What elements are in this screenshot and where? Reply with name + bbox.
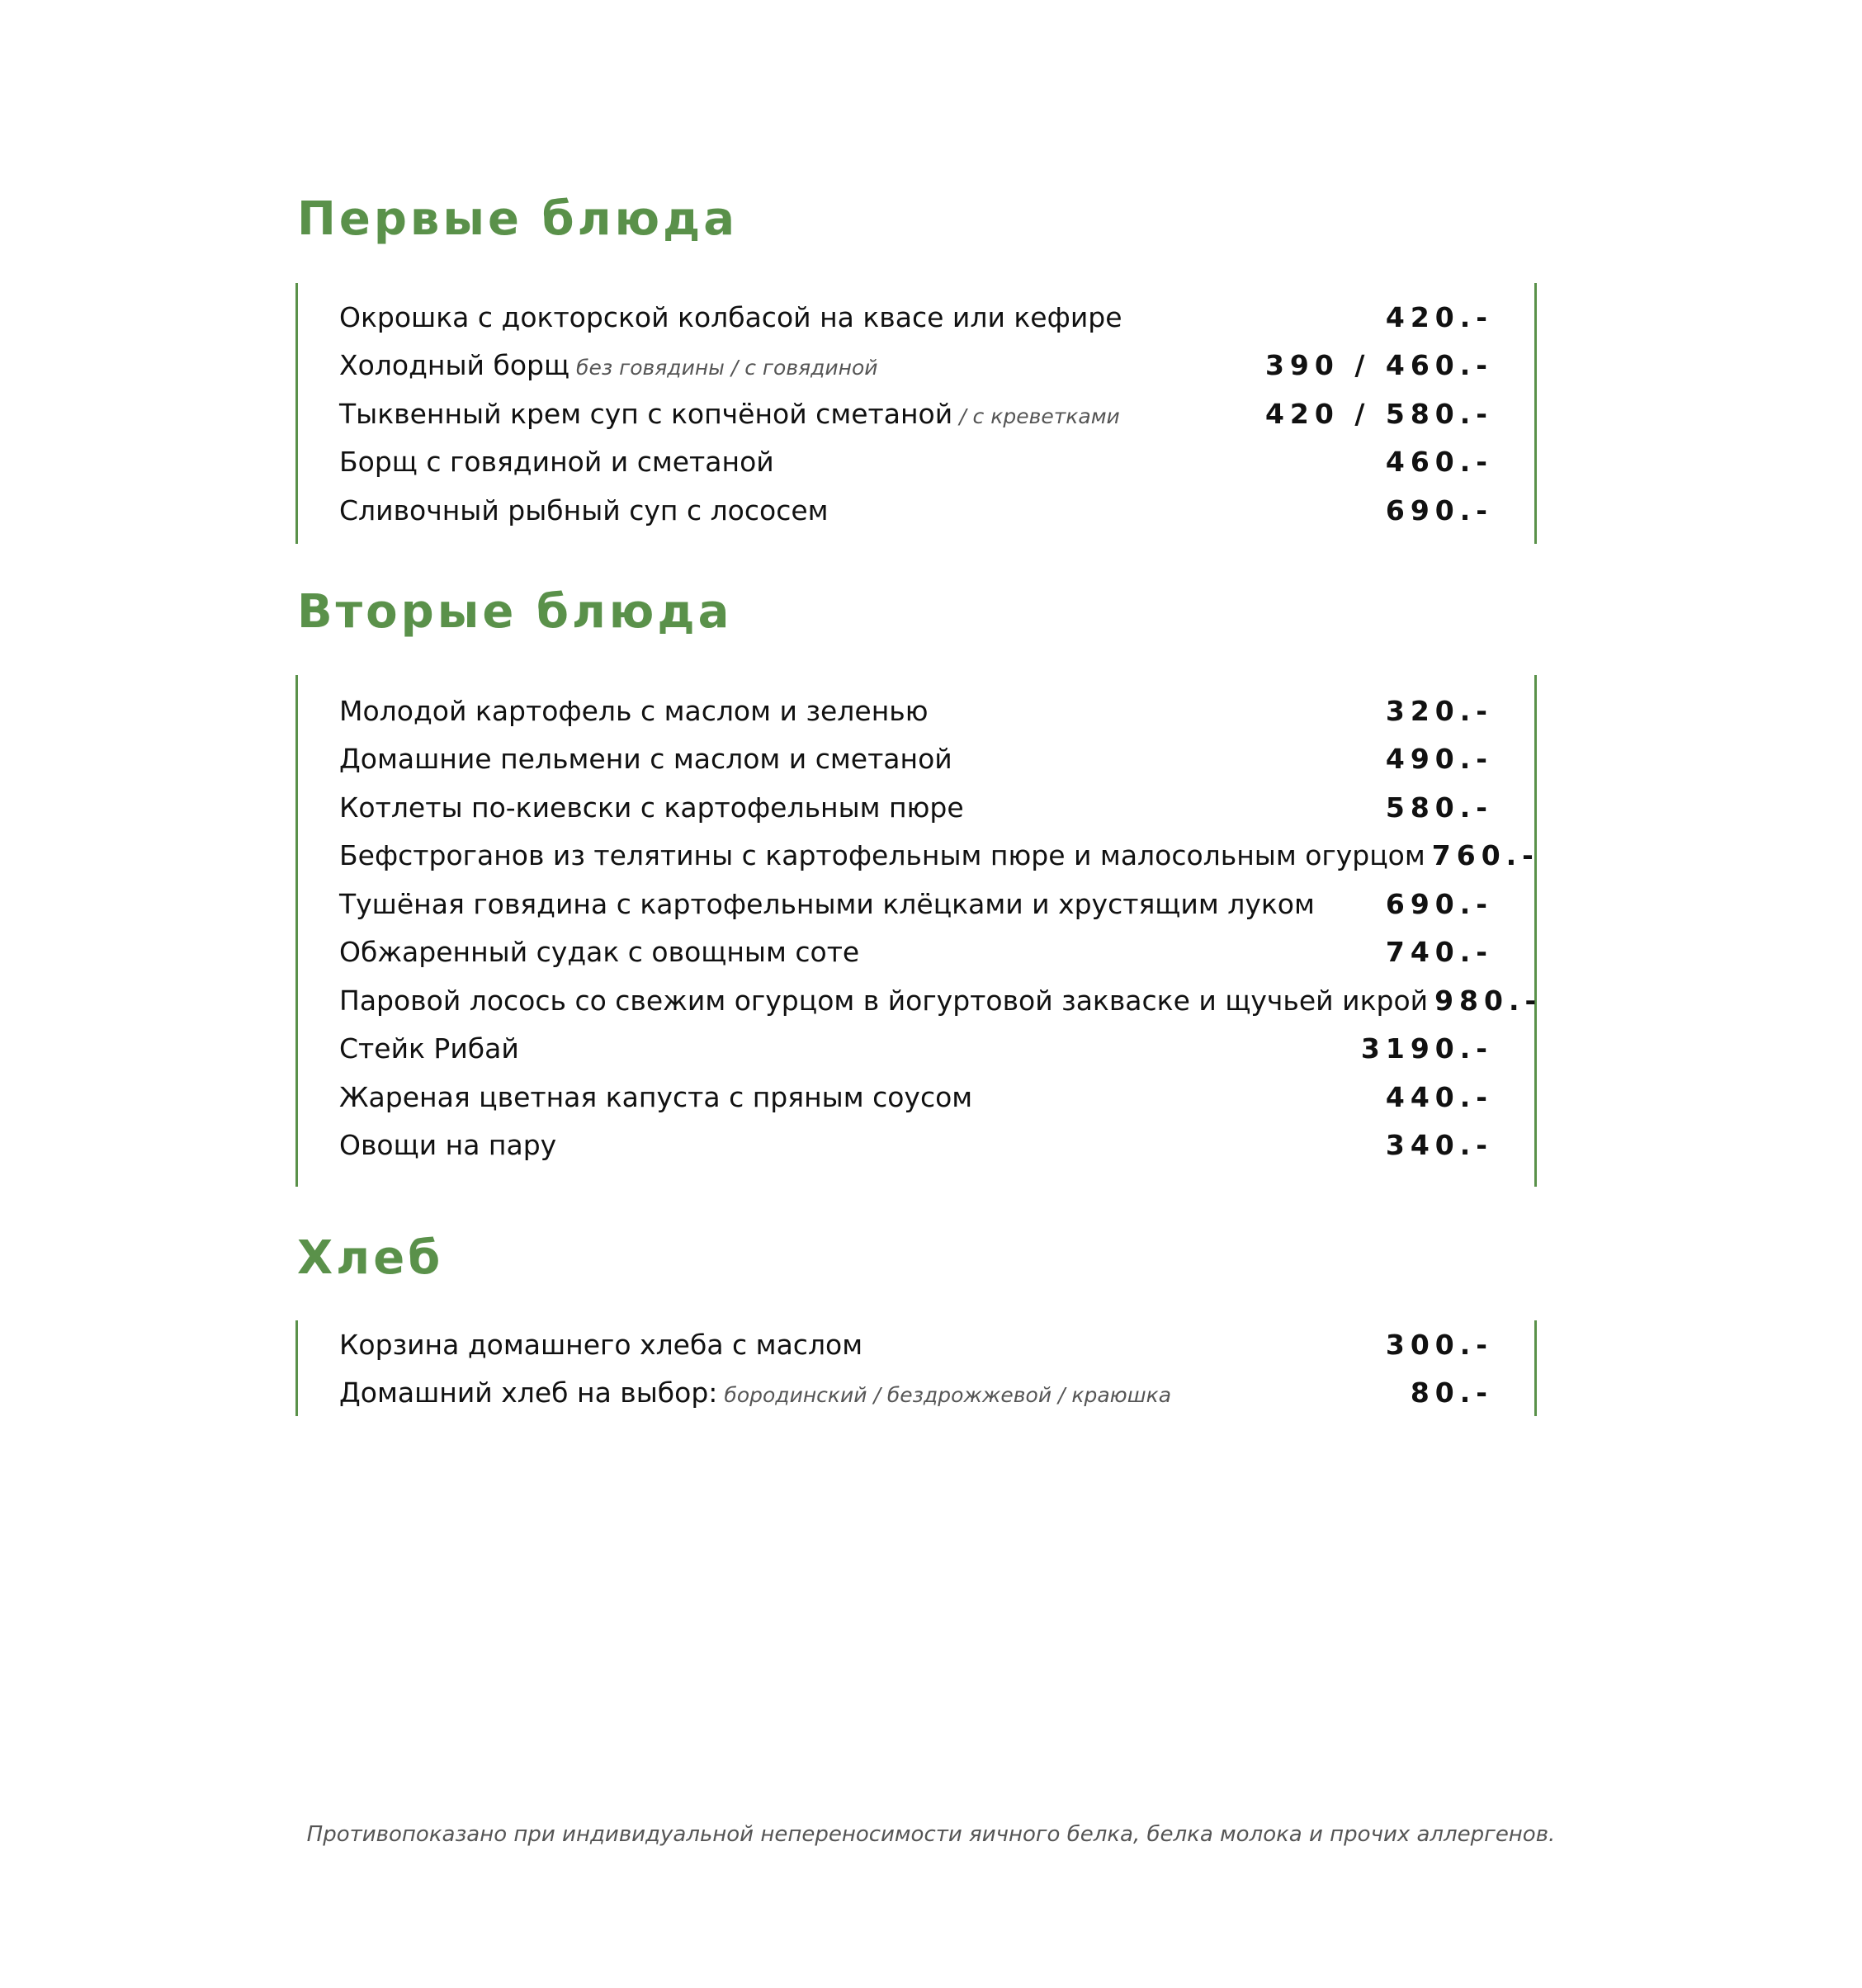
section-bread — [295, 1320, 1537, 1416]
item-price: 340.- — [1385, 1129, 1493, 1162]
item-name: Овощи на пару — [339, 1129, 557, 1162]
item-name: Жареная цветная капуста с пряным соусом — [339, 1080, 973, 1113]
item-price: 320.- — [1385, 694, 1493, 727]
section-first-courses — [295, 283, 1537, 544]
item-price: 980.- — [1434, 984, 1543, 1017]
menu-item — [339, 1320, 1493, 1369]
item-price: 300.- — [1385, 1328, 1493, 1361]
menu-item — [339, 1369, 1493, 1418]
menu-list-first-courses — [339, 293, 1493, 535]
section-main-courses — [295, 675, 1543, 1187]
item-price: 3190.- — [1360, 1032, 1493, 1065]
item-name: Окрошка с докторской колбасой на квасе или кефире — [339, 300, 1122, 333]
item-name: Молодой картофель с маслом и зеленью — [339, 694, 929, 727]
menu-list-main-courses — [339, 687, 1543, 1169]
section-title-main-courses: Вторые блюда — [297, 585, 733, 639]
menu-item — [339, 687, 1493, 735]
item-price: 490.- — [1385, 743, 1493, 776]
item-name: Домашние пельмени с маслом и сметаной — [339, 743, 952, 776]
menu-item — [339, 832, 1539, 881]
section-title-bread: Хлеб — [297, 1231, 444, 1285]
menu-item — [339, 1121, 1493, 1170]
menu-item — [339, 1025, 1493, 1074]
item-note: без говядины / с говядиной — [576, 356, 878, 380]
item-price: 390 / 460.- — [1264, 349, 1493, 382]
item-note: бородинский / бездрожжевой / краюшка — [724, 1383, 1172, 1408]
menu-item — [339, 293, 1493, 342]
item-name: Сливочный рыбный суп с лососем — [339, 493, 829, 527]
item-name: Стейк Рибай — [339, 1032, 519, 1065]
item-name: Тыквенный крем суп с копчёной сметаной — [339, 397, 953, 430]
item-price: 440.- — [1385, 1080, 1493, 1113]
menu-item — [339, 390, 1493, 438]
item-name: Корзина домашнего хлеба с маслом — [339, 1328, 863, 1361]
item-price: 460.- — [1385, 446, 1493, 479]
item-price: 740.- — [1385, 936, 1493, 969]
item-price: 760.- — [1431, 839, 1539, 872]
item-name: Домашний хлеб на выбор: — [339, 1376, 718, 1410]
menu-item — [339, 783, 1493, 832]
item-price: 420.- — [1385, 300, 1493, 333]
item-name: Обжаренный судак с овощным соте — [339, 936, 860, 969]
item-price: 690.- — [1385, 493, 1493, 527]
item-name: Паровой лосось со свежим огурцом в йогуртовой закваске и щучьей икрой — [339, 984, 1429, 1017]
menu-list-bread — [339, 1320, 1493, 1417]
menu-item — [339, 1073, 1493, 1121]
menu-item — [339, 880, 1493, 928]
menu-item — [339, 928, 1493, 977]
item-note: / с креветками — [959, 404, 1120, 428]
item-price: 580.- — [1385, 791, 1493, 824]
item-name: Тушёная говядина с картофельными клёцками и хрустящим луком — [339, 887, 1315, 920]
menu-item — [339, 976, 1543, 1025]
section-title-first-courses: Первые блюда — [297, 192, 739, 246]
menu-item — [339, 438, 1493, 487]
item-price: 690.- — [1385, 887, 1493, 920]
menu-item — [339, 342, 1493, 390]
item-name: Котлеты по-киевски с картофельным пюре — [339, 791, 964, 824]
menu-item — [339, 735, 1493, 784]
item-price: 420 / 580.- — [1264, 397, 1493, 430]
item-name: Холодный борщ — [339, 349, 570, 382]
allergen-footnote: Противопоказано при индивидуальной непереносимости яичного белка, белка молока и прочих аллергенов. — [306, 1822, 1556, 1847]
item-price: 80.- — [1410, 1376, 1493, 1410]
menu-item — [339, 486, 1493, 535]
item-name: Борщ с говядиной и сметаной — [339, 446, 774, 479]
item-name: Бефстроганов из телятины с картофельным пюре и малосольным огурцом — [339, 839, 1425, 872]
